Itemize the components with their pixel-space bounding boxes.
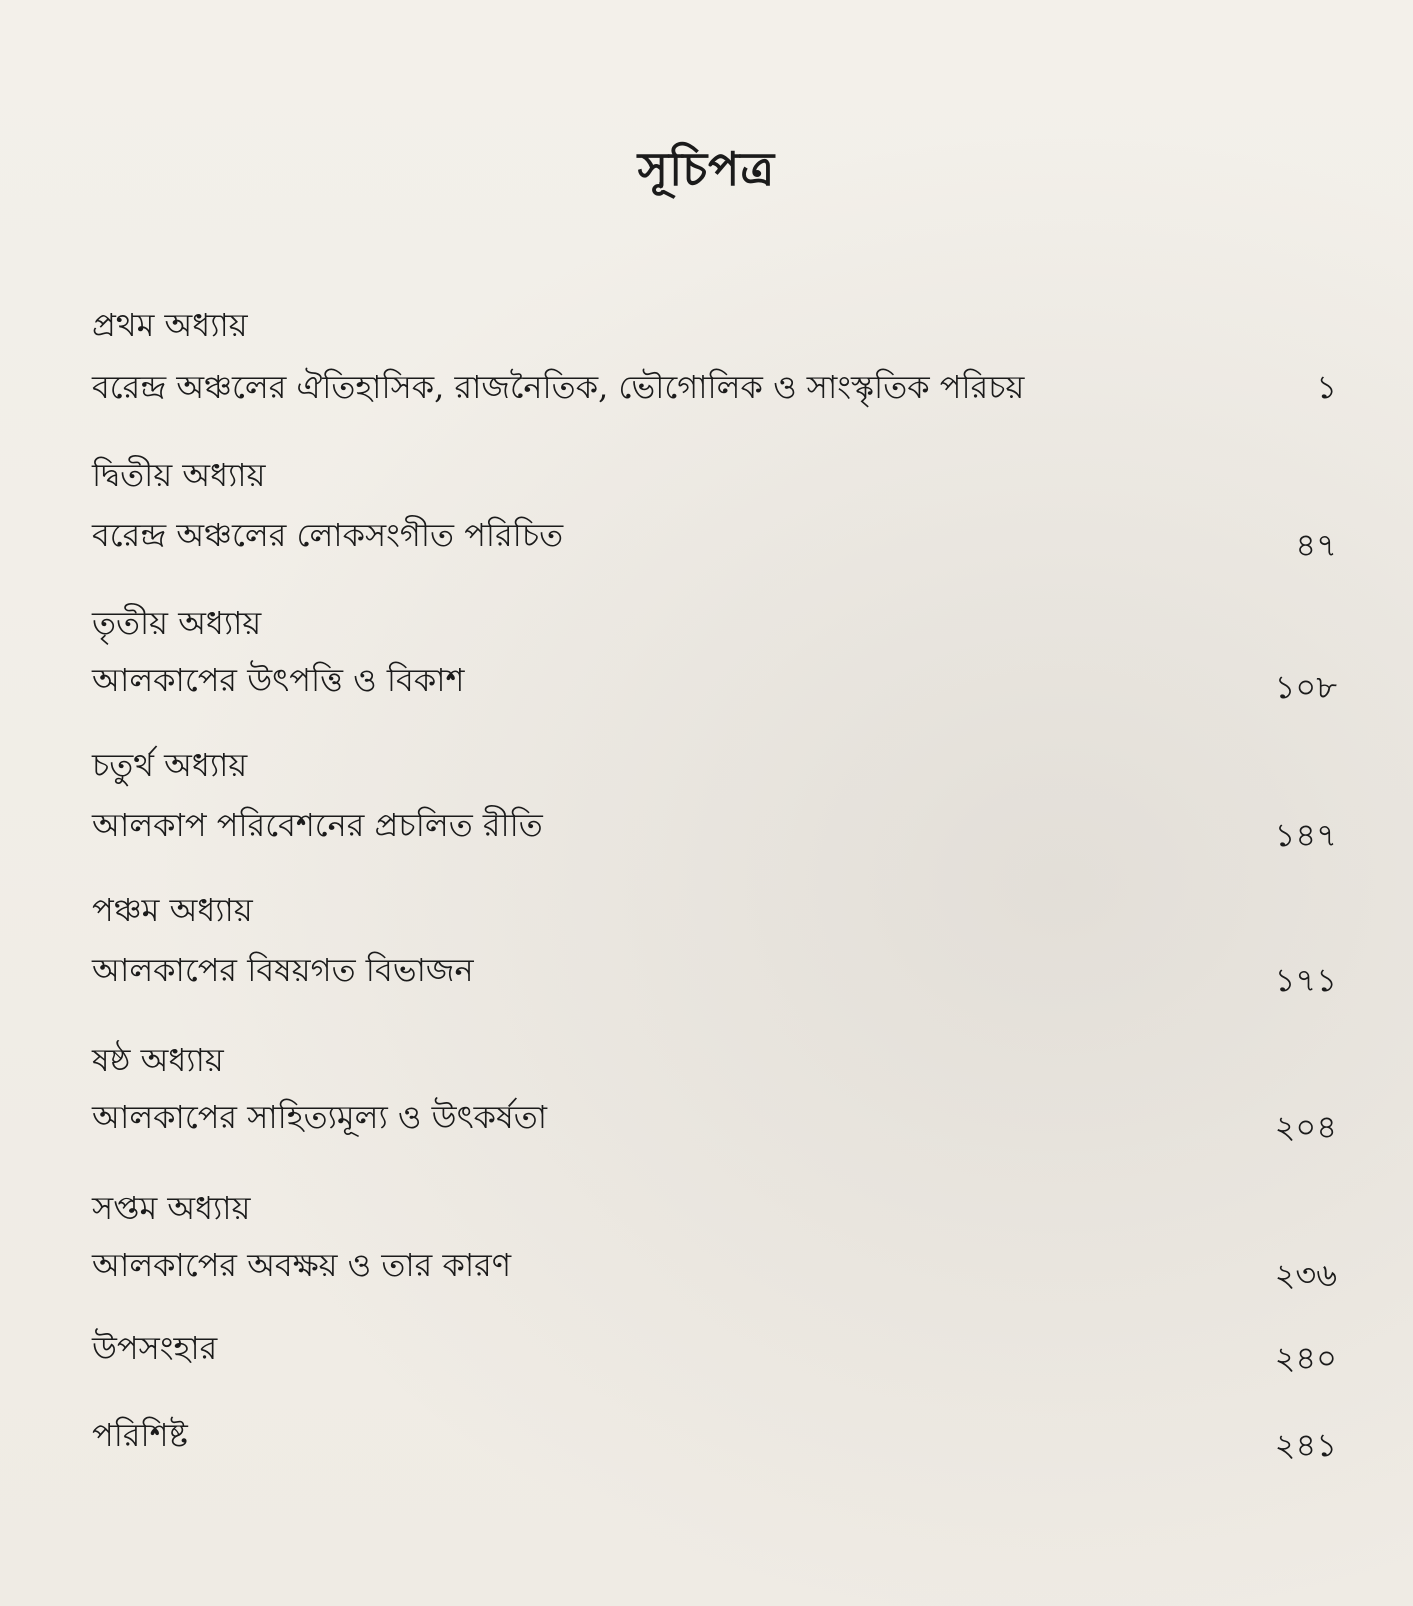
entry-title: বরেন্দ্র অঞ্চলের ঐতিহাসিক, রাজনৈতিক, ভৌগোলিক ও সাংস্কৃতিক পরিচয় [92, 368, 1025, 406]
page-number: ২৩৬ [1274, 1256, 1337, 1294]
entry-title: পরিশিষ্ট [92, 1416, 188, 1454]
page-number: ৪৭ [1295, 526, 1337, 564]
entry-title: আলকাপের বিষয়গত বিভাজন [92, 951, 474, 989]
entry-title: আলকাপ পরিবেশনের প্রচলিত রীতি [92, 806, 543, 844]
chapter-label: দ্বিতীয় অধ্যায় [92, 456, 266, 494]
entry-title: আলকাপের অবক্ষয় ও তার কারণ [92, 1246, 512, 1284]
page-number: ১৪৭ [1274, 816, 1337, 854]
chapter-label: পঞ্চম অধ্যায় [92, 891, 253, 929]
chapter-label: তৃতীয় অধ্যায় [92, 604, 262, 642]
chapter-label: চতুর্থ অধ্যায় [92, 746, 248, 784]
page-number: ২৪১ [1274, 1426, 1337, 1464]
entry-title: আলকাপের উৎপত্তি ও বিকাশ [92, 661, 465, 699]
page-number: ১৭১ [1274, 961, 1337, 999]
page-number: ১ [1316, 368, 1337, 406]
page-number: ২৪০ [1274, 1339, 1337, 1377]
chapter-label: প্রথম অধ্যায় [92, 306, 248, 344]
entry-title: বরেন্দ্র অঞ্চলের লোকসংগীত পরিচিত [92, 516, 564, 554]
entry-title: আলকাপের সাহিত্যমূল্য ও উৎকর্ষতা [92, 1098, 548, 1136]
entry-title: উপসংহার [92, 1329, 218, 1367]
chapter-label: ষষ্ঠ অধ্যায় [92, 1041, 224, 1079]
chapter-label: সপ্তম অধ্যায় [92, 1189, 251, 1227]
page-number: ২০৪ [1274, 1108, 1337, 1146]
page-number: ১০৮ [1274, 668, 1337, 706]
page-title: সূচিপত্র [637, 142, 776, 196]
